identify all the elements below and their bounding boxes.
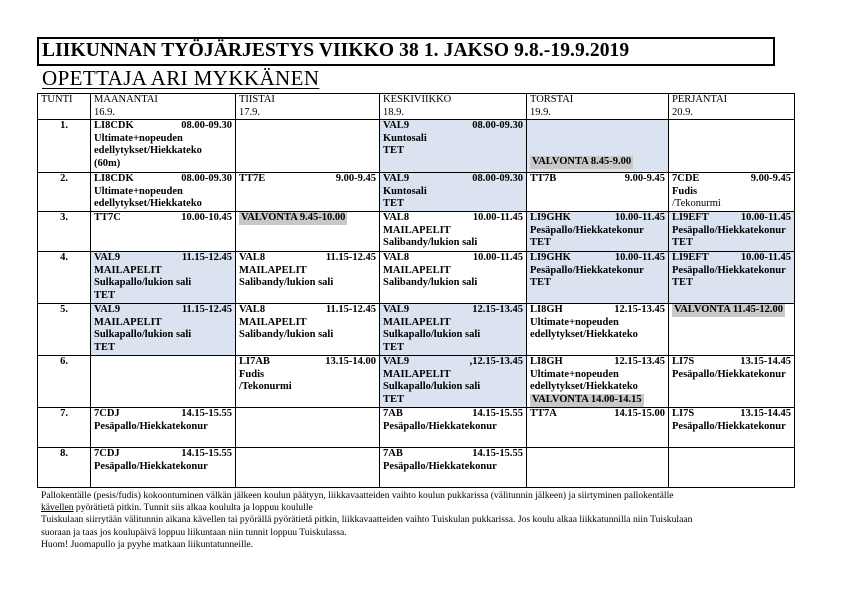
lesson-header: [94, 173, 232, 186]
lesson-time: 08.00-09.30: [472, 120, 523, 132]
header-day: [380, 94, 527, 120]
schedule-cell: [527, 252, 669, 304]
group-code: VAL8: [383, 212, 410, 224]
schedule-cell: [236, 120, 380, 173]
header-day: [669, 94, 795, 120]
lesson-detail: TET: [383, 145, 405, 157]
lesson-detail: Salibandy/lukion sali: [383, 237, 478, 249]
schedule-cell: [527, 173, 669, 212]
schedule-cell: [380, 212, 527, 252]
lesson-time: 13.15-14.45: [740, 356, 791, 368]
day-date: 18.9.: [383, 106, 404, 118]
lesson-header: [383, 212, 523, 225]
group-code: VAL8: [383, 252, 410, 264]
group-code: VAL9: [383, 120, 410, 132]
schedule-row: [38, 304, 795, 356]
schedule-cell: [236, 356, 380, 408]
lesson-time: 10.00-11.45: [472, 252, 523, 264]
page-title: LIIKUNNAN TYÖJÄRJESTYS VIIKKO 38 1. JAKSO 9.8.-19.9.2019: [42, 40, 630, 61]
note-line: Pallokentälle (pesis/fudis) kokoontuminen välkän jälkeen koulun päätyyn, liikkavaatteiden vaihto koulun pukkarissa (välitunnin jälkeen) ja siirtyminen pallokentälle: [41, 490, 674, 501]
schedule-row: [38, 120, 795, 173]
lesson-time: 9.00-9.45: [750, 173, 791, 185]
lesson-detail: edellytykset/Hiekkateko: [94, 145, 202, 157]
group-code: LI9EFT: [672, 252, 709, 264]
lesson-number: 7.: [38, 408, 91, 448]
schedule-cell: [669, 408, 795, 448]
lesson-detail: TET: [530, 277, 552, 289]
lesson-detail: Pesäpallo/Hiekkatekonur: [530, 264, 644, 276]
group-code: TT7E: [239, 173, 266, 185]
lesson-detail: Fudis: [239, 368, 265, 380]
lesson-number: 6.: [38, 356, 91, 408]
lesson-time: 11.15-12.45: [181, 252, 232, 264]
lesson-header: [94, 448, 232, 461]
group-code: VAL9: [383, 356, 410, 368]
lesson-header: [94, 120, 232, 133]
lesson-header: [383, 252, 523, 265]
lesson-header: [383, 173, 523, 186]
lesson-header: [239, 356, 376, 369]
schedule-cell: [527, 356, 669, 408]
note-text: pyörätietä pitkin. Tunnit siis alkaa koululta ja loppuu koululle: [73, 502, 313, 514]
group-code: LI8CDK: [94, 120, 134, 132]
lesson-detail: Sulkapallo/lukion sali: [94, 277, 192, 289]
lesson-header: [383, 408, 523, 421]
schedule-cell: [380, 408, 527, 448]
lesson-detail: Sulkapallo/lukion sali: [94, 329, 192, 341]
header-day: [91, 94, 236, 120]
lesson-header: [383, 120, 523, 133]
note-line: Tuiskulaan siirrytään välitunnin aikana kävellen tai pyörällä pyörätietä pitkin, liikkavaatteiden vaihto Tuiskulan pukkarissa. Jos koulu alkaa liikkatunnilla niin Tuiskulaan: [41, 514, 693, 526]
lesson-detail: Pesäpallo/Hiekkatekonur: [94, 460, 208, 472]
header-row: [38, 94, 795, 120]
lesson-header: [530, 408, 665, 421]
title-box: [37, 37, 775, 66]
supervision-badge: VALVONTA 14.00-14.15: [532, 393, 642, 405]
group-code: VAL8: [239, 252, 266, 264]
schedule-cell: [91, 408, 236, 448]
group-code: 7CDJ: [94, 448, 120, 460]
lesson-detail: /Tekonurmi: [239, 381, 292, 393]
schedule-cell: [236, 448, 380, 488]
schedule-cell: [669, 120, 795, 173]
lesson-detail: Pesäpallo/Hiekkatekonur: [383, 420, 497, 432]
lesson-detail: Kuntosali: [383, 185, 427, 197]
lesson-detail: TET: [94, 341, 116, 353]
schedule-cell: [236, 252, 380, 304]
lesson-time: 14.15-15.00: [614, 408, 665, 420]
schedule-row: [38, 252, 795, 304]
header-tunti: TUNTI: [38, 94, 91, 120]
lesson-time: 08.00-09.30: [472, 173, 523, 185]
schedule-cell: [380, 120, 527, 173]
schedule-cell: [91, 356, 236, 408]
lesson-detail: TET: [672, 277, 694, 289]
group-code: 7AB: [383, 448, 403, 460]
lesson-detail: Pesäpallo/Hiekkatekonur: [672, 264, 786, 276]
lesson-detail: MAILAPELIT: [94, 264, 162, 276]
lesson-number: 8.: [38, 448, 91, 488]
lesson-detail: Kuntosali: [383, 132, 427, 144]
teacher-name: OPETTAJA ARI MYKKÄNEN: [42, 66, 320, 90]
schedule-cell: [669, 252, 795, 304]
group-code: 7CDJ: [94, 408, 120, 420]
lesson-time: 14.15-15.55: [472, 448, 523, 460]
lesson-header: [672, 212, 791, 225]
supervision-badge: VALVONTA 11.45-12.00: [674, 304, 783, 316]
schedule-cell: [236, 408, 380, 448]
group-code: VAL9: [383, 173, 410, 185]
lesson-header: [672, 408, 791, 421]
lesson-detail: /Tekonurmi: [672, 198, 721, 210]
lesson-detail: Salibandy/lukion sali: [239, 329, 334, 341]
lesson-header: [530, 252, 665, 265]
spacer: [530, 120, 665, 156]
schedule-cell: [527, 212, 669, 252]
group-code: LI7S: [672, 356, 695, 368]
lesson-detail: Ultimate+nopeuden: [530, 368, 619, 380]
group-code: LI8GH: [530, 356, 563, 368]
lesson-header: [383, 304, 523, 317]
lesson-detail: Pesäpallo/Hiekkatekonur: [383, 460, 497, 472]
schedule-row: [38, 356, 795, 408]
group-code: LI8CDK: [94, 173, 134, 185]
lesson-detail: edellytykset/Hiekkateko: [530, 381, 638, 393]
lesson-time: 10.00-11.45: [740, 212, 791, 224]
lesson-time: 13.15-14.00: [325, 356, 376, 368]
group-code: LI9EFT: [672, 212, 709, 224]
schedule-cell: [669, 304, 795, 356]
lesson-detail: Fudis: [672, 185, 698, 197]
group-code: VAL9: [94, 304, 121, 316]
group-code: 7AB: [383, 408, 403, 420]
lesson-detail: Ultimate+nopeuden: [530, 316, 619, 328]
group-code: LI7S: [672, 408, 695, 420]
lesson-time: 12.15-13.45: [614, 304, 665, 316]
schedule-cell: [236, 304, 380, 356]
lesson-detail: edellytykset/Hiekkateko: [94, 198, 202, 210]
lesson-header: [530, 356, 665, 369]
lesson-number: 4.: [38, 252, 91, 304]
schedule-cell: [91, 304, 236, 356]
day-name: MAANANTAI: [94, 94, 158, 105]
lesson-time: 9.00-9.45: [624, 173, 665, 185]
lesson-header: [239, 252, 376, 265]
lesson-detail: MAILAPELIT: [383, 368, 451, 380]
lesson-header: [383, 448, 523, 461]
schedule-cell: [527, 408, 669, 448]
lesson-detail: MAILAPELIT: [239, 316, 307, 328]
day-date: 16.9.: [94, 106, 115, 118]
lesson-detail: edellytykset/Hiekkateko: [530, 329, 638, 341]
day-date: 17.9.: [239, 106, 260, 118]
lesson-detail: MAILAPELIT: [383, 224, 451, 236]
lesson-detail: (60m): [94, 157, 121, 169]
schedule-cell: [669, 356, 795, 408]
lesson-time: 10.00-10.45: [181, 212, 232, 224]
lesson-time: 10.00-11.45: [614, 252, 665, 264]
schedule-cell: [380, 356, 527, 408]
note-line: [41, 502, 801, 514]
schedule-cell: [669, 448, 795, 488]
schedule-cell: [91, 212, 236, 252]
lesson-number: 5.: [38, 304, 91, 356]
schedule-cell: [91, 173, 236, 212]
lesson-header: [672, 173, 791, 186]
note-underlined: kävellen: [41, 502, 74, 514]
lesson-detail: MAILAPELIT: [239, 264, 307, 276]
lesson-header: [94, 212, 232, 225]
group-code: LI9GHK: [530, 252, 571, 264]
group-code: VAL9: [94, 252, 121, 264]
note-line: Huom! Juomapullo ja pyyhe matkaan liikuntatunneille.: [41, 538, 254, 550]
lesson-time: 14.15-15.55: [181, 408, 232, 420]
lesson-detail: Pesäpallo/Hiekkatekonur: [530, 224, 644, 236]
lesson-detail: TET: [383, 393, 405, 405]
schedule-cell: [669, 173, 795, 212]
lesson-detail: TET: [383, 198, 405, 210]
note-line: suoraan ja taas jos koulupäivä loppuu liikuntaan niin tunnit loppuu Tuiskulassa.: [41, 526, 347, 538]
lesson-time: 12.15-13.45: [472, 304, 523, 316]
lesson-time: 11.15-12.45: [181, 304, 232, 316]
lesson-header: [530, 173, 665, 186]
lesson-time: ,12.15-13.45: [469, 356, 523, 368]
lesson-detail: Salibandy/lukion sali: [239, 277, 334, 289]
lesson-detail: Pesäpallo/Hiekkatekonur: [672, 224, 786, 236]
lesson-header: [94, 304, 232, 317]
schedule-cell: [91, 120, 236, 173]
lesson-detail: Pesäpallo/Hiekkatekonur: [94, 420, 208, 432]
schedule-cell: [527, 448, 669, 488]
lesson-detail: MAILAPELIT: [383, 264, 451, 276]
schedule-cell: [91, 448, 236, 488]
lesson-detail: Pesäpallo/Hiekkatekonur: [672, 368, 786, 380]
schedule-cell: [669, 212, 795, 252]
lesson-time: 11.15-12.45: [325, 304, 376, 316]
notes: [41, 490, 801, 551]
schedule-row: [38, 212, 795, 252]
lesson-time: 11.15-12.45: [325, 252, 376, 264]
lesson-header: [672, 356, 791, 369]
lesson-header: [383, 356, 523, 369]
lesson-time: 13.15-14.45: [740, 408, 791, 420]
group-code: TT7A: [530, 408, 557, 420]
group-code: TT7C: [94, 212, 121, 224]
lesson-time: 14.15-15.55: [181, 448, 232, 460]
schedule-cell: [527, 120, 669, 173]
lesson-time: 08.00-09.30: [181, 120, 232, 132]
group-code: VAL8: [239, 304, 266, 316]
schedule-cell: [527, 304, 669, 356]
lesson-time: 9.00-9.45: [335, 173, 376, 185]
lesson-detail: Ultimate+nopeuden: [94, 185, 183, 197]
lesson-time: 14.15-15.55: [472, 408, 523, 420]
group-code: LI8GH: [530, 304, 563, 316]
lesson-detail: Sulkapallo/lukion sali: [383, 381, 481, 393]
group-code: LI7AB: [239, 356, 270, 368]
schedule-cell: [236, 173, 380, 212]
day-date: 19.9.: [530, 106, 551, 118]
lesson-time: 10.00-11.45: [614, 212, 665, 224]
schedule-cell: [91, 252, 236, 304]
lesson-detail: Sulkapallo/lukion sali: [383, 329, 481, 341]
group-code: LI9GHK: [530, 212, 571, 224]
lesson-header: [530, 304, 665, 317]
day-name: TIISTAI: [239, 94, 275, 105]
lesson-number: 3.: [38, 212, 91, 252]
header-day: [236, 94, 380, 120]
schedule-cell: [380, 252, 527, 304]
lesson-detail: MAILAPELIT: [383, 316, 451, 328]
day-date: 20.9.: [672, 106, 693, 118]
supervision-badge: VALVONTA 8.45-9.00: [532, 156, 632, 168]
lesson-detail: Salibandy/lukion sali: [383, 277, 478, 289]
lesson-detail: TET: [383, 341, 405, 353]
lesson-number: 1.: [38, 120, 91, 173]
lesson-detail: TET: [94, 289, 116, 301]
lesson-time: 12.15-13.45: [614, 356, 665, 368]
schedule-row: [38, 448, 795, 488]
lesson-detail: TET: [672, 237, 694, 249]
lesson-header: [530, 212, 665, 225]
supervision-badge: VALVONTA 9.45-10.00: [241, 212, 346, 224]
group-code: TT7B: [530, 173, 557, 185]
day-name: KESKIVIIKKO: [383, 94, 452, 105]
schedule-cell: [236, 212, 380, 252]
lesson-detail: Pesäpallo/Hiekkatekonur: [672, 420, 786, 432]
lesson-time: 10.00-11.45: [472, 212, 523, 224]
lesson-header: [672, 252, 791, 265]
lesson-detail: MAILAPELIT: [94, 316, 162, 328]
lesson-detail: TET: [530, 237, 552, 249]
group-code: 7CDE: [672, 173, 700, 185]
schedule-cell: [380, 448, 527, 488]
schedule-row: [38, 173, 795, 212]
schedule-cell: [380, 304, 527, 356]
lesson-header: [94, 252, 232, 265]
schedule-table: [37, 93, 795, 488]
schedule-cell: [380, 173, 527, 212]
header-day: [527, 94, 669, 120]
lesson-header: [239, 304, 376, 317]
day-name: TORSTAI: [530, 94, 574, 105]
lesson-detail: Ultimate+nopeuden: [94, 132, 183, 144]
lesson-header: [239, 173, 376, 186]
schedule-row: [38, 408, 795, 448]
lesson-number: 2.: [38, 173, 91, 212]
lesson-time: 08.00-09.30: [181, 173, 232, 185]
lesson-time: 10.00-11.45: [740, 252, 791, 264]
day-name: PERJANTAI: [672, 94, 728, 105]
group-code: VAL9: [383, 304, 410, 316]
lesson-header: [94, 408, 232, 421]
